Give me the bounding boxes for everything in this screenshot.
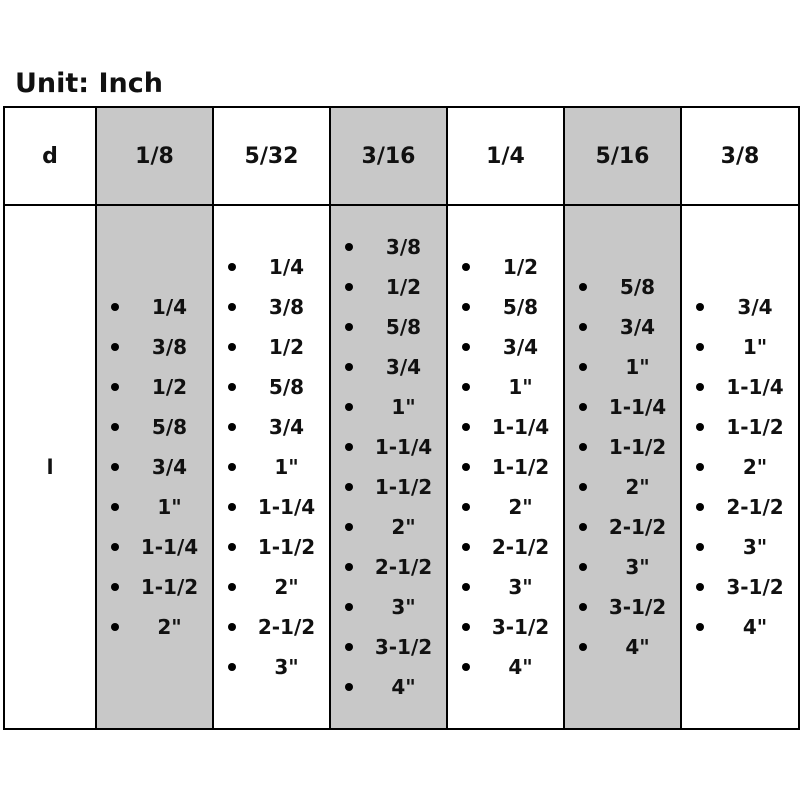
length-cell xyxy=(447,205,564,729)
length-item: 1-1/4 xyxy=(460,407,552,447)
length-item: 3-1/2 xyxy=(343,627,435,667)
length-item: 3/4 xyxy=(694,287,786,327)
length-item: 5/8 xyxy=(343,307,435,347)
length-item: 1" xyxy=(694,327,786,367)
length-item: 4" xyxy=(577,627,669,667)
length-item: 3-1/2 xyxy=(577,587,669,627)
length-item: 3/8 xyxy=(109,327,201,367)
length-item: 2-1/2 xyxy=(226,607,318,647)
length-item: 3" xyxy=(343,587,435,627)
length-item: 4" xyxy=(694,607,786,647)
length-cell xyxy=(96,205,213,729)
length-item: 1/2 xyxy=(460,247,552,287)
length-item: 4" xyxy=(343,667,435,707)
length-cell xyxy=(564,205,681,729)
length-item: 1-1/2 xyxy=(226,527,318,567)
length-item: 1-1/2 xyxy=(577,427,669,467)
length-item: 2-1/2 xyxy=(577,507,669,547)
length-item: 5/8 xyxy=(109,407,201,447)
length-item: 3" xyxy=(577,547,669,587)
size-table xyxy=(3,106,800,730)
length-item: 2-1/2 xyxy=(343,547,435,587)
length-item: 1-1/2 xyxy=(694,407,786,447)
column-header: 1/4 xyxy=(447,107,564,205)
length-item: 1/2 xyxy=(226,327,318,367)
length-item: 1-1/4 xyxy=(577,387,669,427)
length-item: 3/4 xyxy=(226,407,318,447)
length-item: 2" xyxy=(460,487,552,527)
length-item: 1" xyxy=(460,367,552,407)
length-item: 1/4 xyxy=(109,287,201,327)
length-item: 3" xyxy=(694,527,786,567)
column-header: 5/16 xyxy=(564,107,681,205)
length-item: 1-1/2 xyxy=(460,447,552,487)
row-header-d: d xyxy=(4,107,96,205)
length-item: 3/8 xyxy=(343,227,435,267)
length-item: 2" xyxy=(109,607,201,647)
length-list xyxy=(343,227,435,707)
length-item: 1/2 xyxy=(343,267,435,307)
length-cell xyxy=(213,205,330,729)
length-list xyxy=(109,287,201,647)
length-item: 3/8 xyxy=(226,287,318,327)
length-item: 3/4 xyxy=(577,307,669,347)
length-item: 3" xyxy=(460,567,552,607)
length-item: 3-1/2 xyxy=(460,607,552,647)
length-item: 1-1/4 xyxy=(109,527,201,567)
unit-label: Unit: Inch xyxy=(15,68,163,99)
length-cell xyxy=(330,205,447,729)
length-item: 5/8 xyxy=(577,267,669,307)
length-row xyxy=(4,205,799,729)
length-item: 3" xyxy=(226,647,318,687)
length-list xyxy=(577,267,669,667)
length-item: 2" xyxy=(577,467,669,507)
length-item: 1/4 xyxy=(226,247,318,287)
length-cell xyxy=(681,205,799,729)
length-item: 1/2 xyxy=(109,367,201,407)
length-item: 2" xyxy=(694,447,786,487)
length-item: 1" xyxy=(343,387,435,427)
row-header-l: l xyxy=(4,205,96,729)
length-list xyxy=(694,287,786,647)
length-item: 3/4 xyxy=(343,347,435,387)
length-item: 1" xyxy=(226,447,318,487)
length-item: 1-1/2 xyxy=(343,467,435,507)
length-item: 3-1/2 xyxy=(694,567,786,607)
length-item: 4" xyxy=(460,647,552,687)
length-item: 1-1/4 xyxy=(226,487,318,527)
length-item: 3/4 xyxy=(109,447,201,487)
column-header: 1/8 xyxy=(96,107,213,205)
length-item: 1-1/2 xyxy=(109,567,201,607)
column-header: 3/16 xyxy=(330,107,447,205)
length-item: 2" xyxy=(343,507,435,547)
length-list xyxy=(226,247,318,687)
length-item: 1-1/4 xyxy=(343,427,435,467)
length-item: 1" xyxy=(577,347,669,387)
column-header: 3/8 xyxy=(681,107,799,205)
length-item: 3/4 xyxy=(460,327,552,367)
length-item: 1-1/4 xyxy=(694,367,786,407)
length-item: 2-1/2 xyxy=(694,487,786,527)
column-header: 5/32 xyxy=(213,107,330,205)
length-item: 5/8 xyxy=(226,367,318,407)
header-row xyxy=(4,107,799,205)
length-item: 2-1/2 xyxy=(460,527,552,567)
length-item: 1" xyxy=(109,487,201,527)
length-list xyxy=(460,247,552,687)
length-item: 5/8 xyxy=(460,287,552,327)
length-item: 2" xyxy=(226,567,318,607)
